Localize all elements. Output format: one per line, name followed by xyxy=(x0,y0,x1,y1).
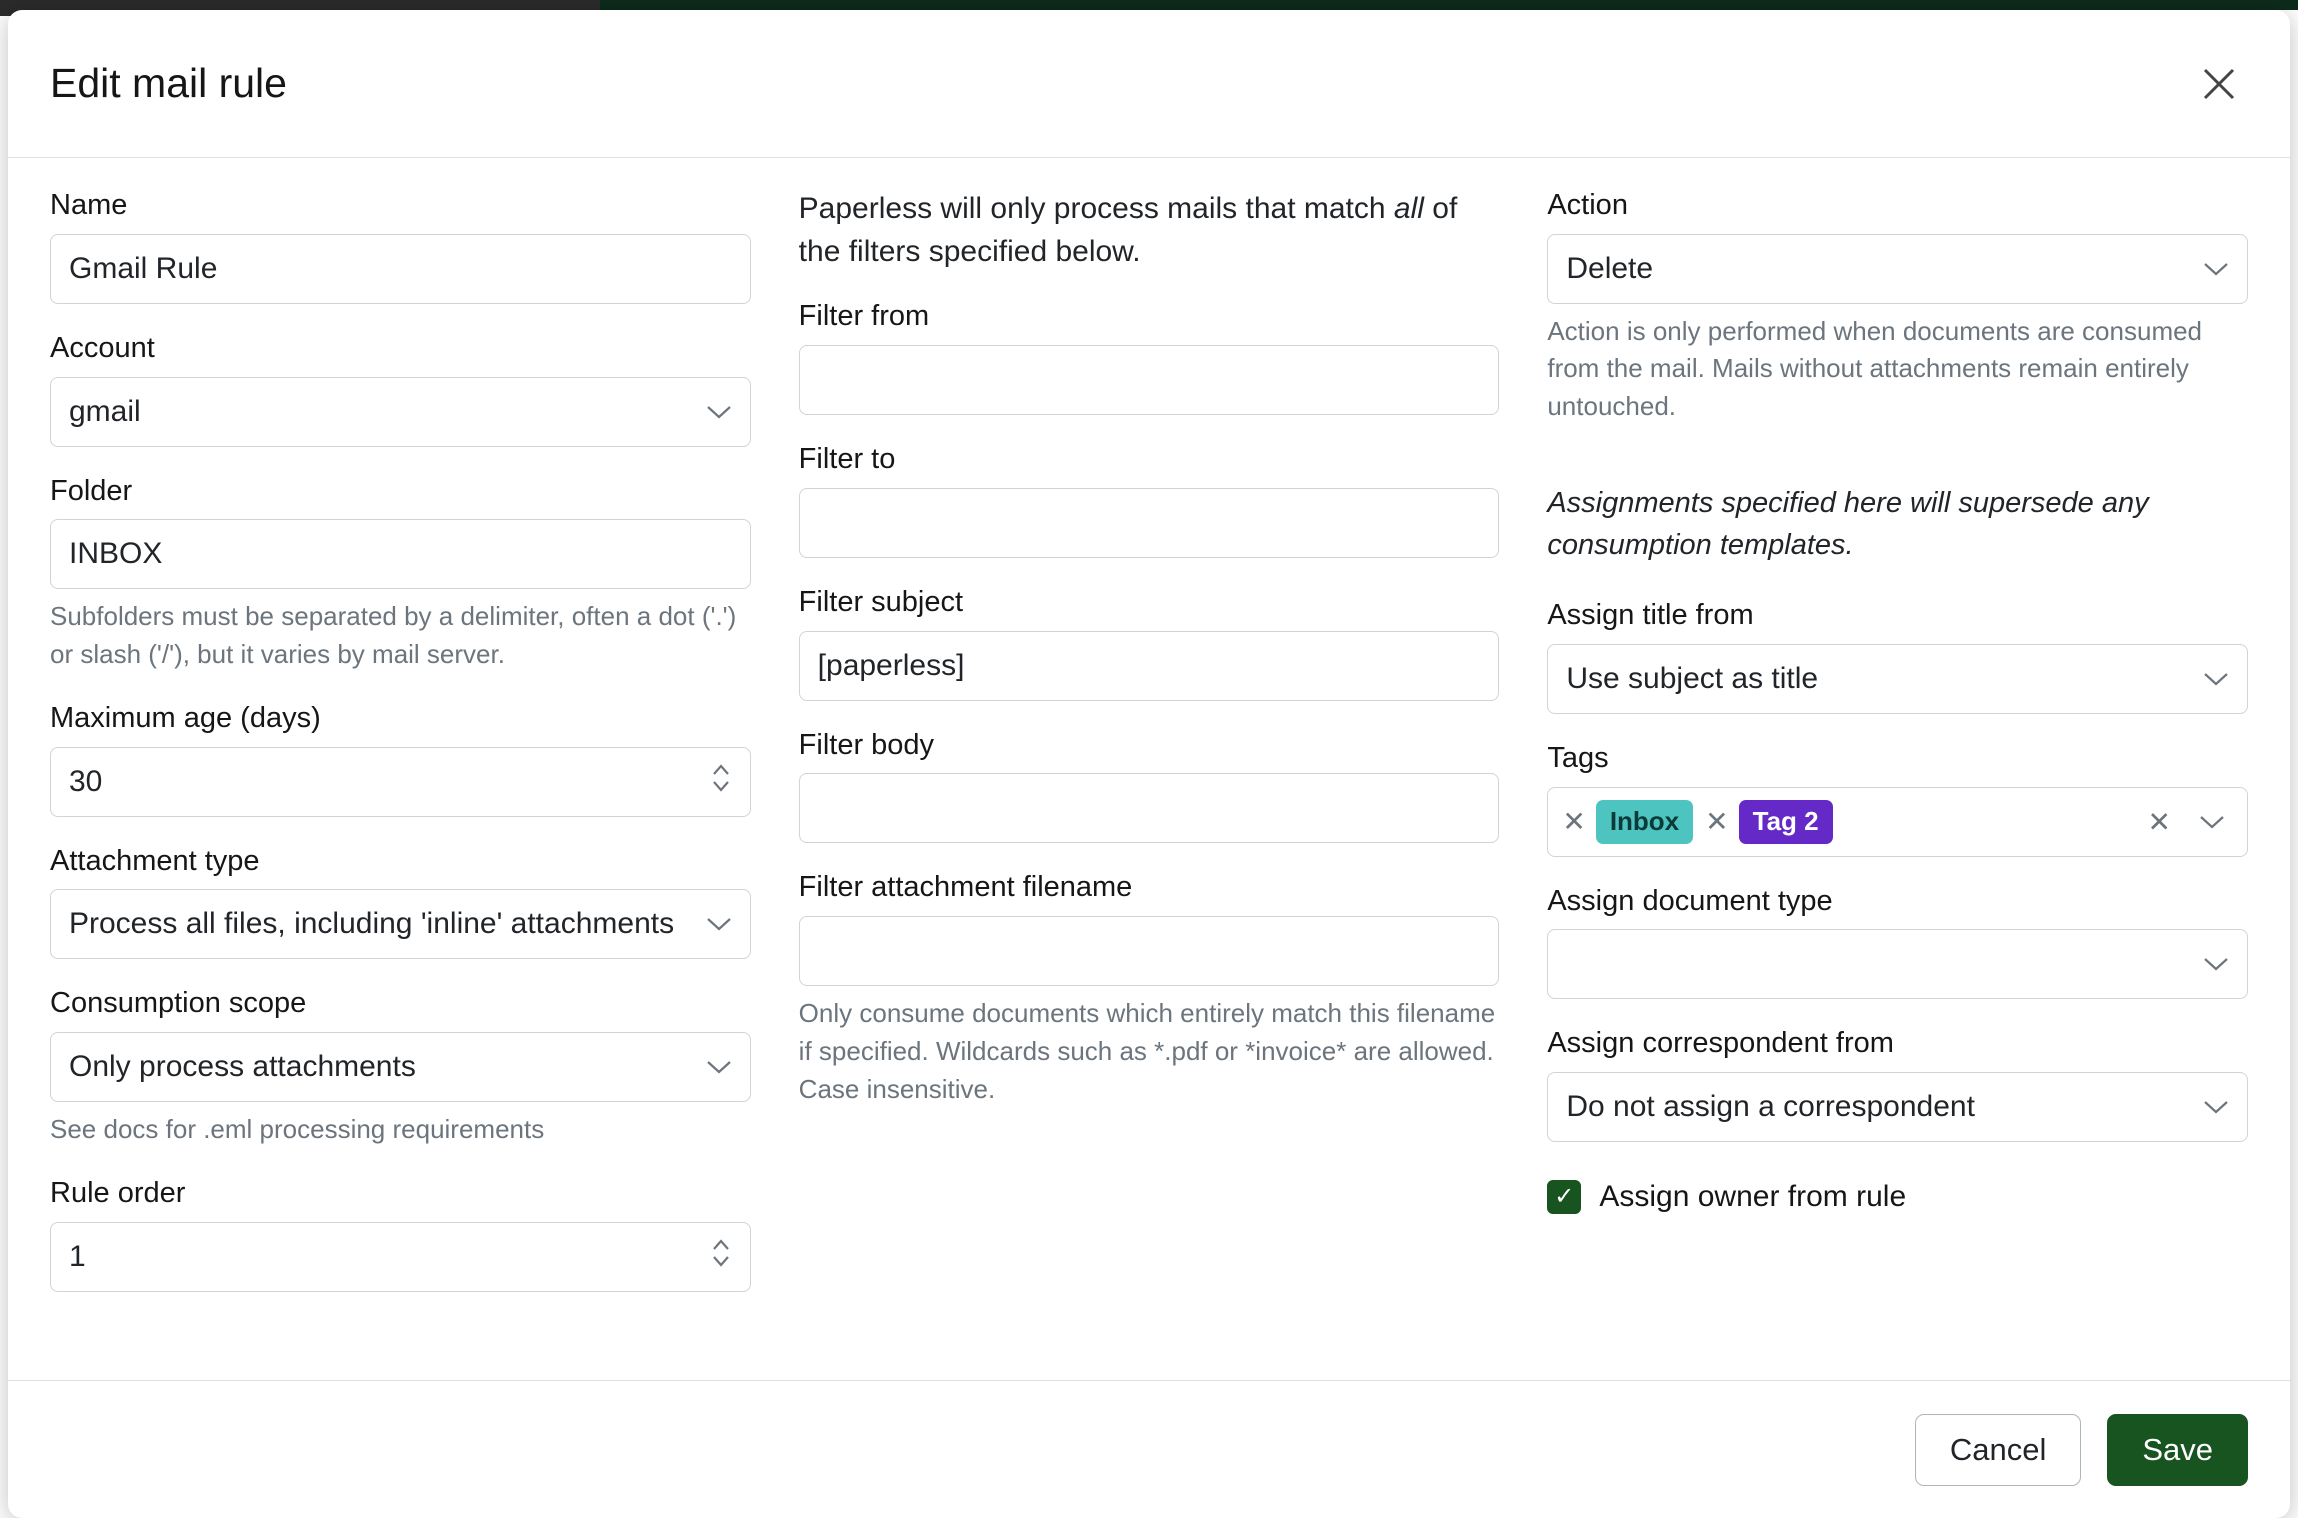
tag-item xyxy=(1560,800,1693,844)
assign-title-from-label: Assign title from xyxy=(1547,598,1754,631)
attachment-type-select[interactable] xyxy=(50,889,751,959)
checkbox-checked-icon[interactable]: ✓ xyxy=(1547,1180,1581,1214)
assignments-note: Assignments specified here will supersede any consumption templates. xyxy=(1547,486,2149,561)
filter-from-input[interactable] xyxy=(799,345,1500,415)
maximum-age-value: 30 xyxy=(69,764,103,798)
filter-to-label: Filter to xyxy=(798,442,896,475)
assign-document-type-select[interactable] xyxy=(1547,929,2248,999)
folder-input[interactable] xyxy=(50,519,751,589)
x-icon[interactable]: ✕ xyxy=(1705,805,1729,837)
filter-subject-value: [paperless] xyxy=(817,648,965,682)
action-select[interactable] xyxy=(1547,234,2248,304)
page-title: Edit mail rule xyxy=(50,60,287,106)
filter-attachment-filename-input[interactable] xyxy=(799,916,1500,986)
right-column xyxy=(1547,188,2248,1380)
folder-help-text: Subfolders must be separated by a delimiter, often a dot ('.') or slash ('/'), but it varies by mail server. xyxy=(50,601,737,670)
tag-chip-tag-2[interactable]: Tag 2 xyxy=(1739,800,1833,844)
filter-subject-label: Filter subject xyxy=(798,585,964,618)
filters-intro-after: of the filters specified below. xyxy=(798,192,1458,268)
middle-column xyxy=(799,188,1500,1380)
filter-attachment-filename-help-text: Only consume documents which entirely match this filename if specified. Wildcards such as *.pdf or *invoice* are allowed. Case insensitive. xyxy=(798,998,1496,1104)
action-label: Action xyxy=(1547,189,1628,221)
edit-mail-rule-dialog xyxy=(8,10,2290,1518)
attachment-type-label: Attachment type xyxy=(50,844,260,877)
chevron-down-icon[interactable] xyxy=(2199,814,2225,830)
folder-input-value: INBOX xyxy=(69,537,163,571)
close-icon[interactable] xyxy=(2190,55,2248,113)
tags-label: Tags xyxy=(1547,741,1609,774)
folder-label: Folder xyxy=(50,474,133,507)
name-input[interactable] xyxy=(50,234,751,304)
rule-order-input[interactable] xyxy=(50,1222,751,1292)
filters-intro-text xyxy=(799,188,1500,273)
rule-order-label: Rule order xyxy=(50,1176,186,1209)
dialog-body xyxy=(8,158,2290,1380)
chevron-down-icon xyxy=(2203,1099,2229,1115)
assign-owner-from-rule-row[interactable] xyxy=(1547,1180,2248,1214)
name-input-value: Gmail Rule xyxy=(69,251,218,285)
account-select[interactable] xyxy=(50,377,751,447)
maximum-age-input[interactable] xyxy=(50,747,751,817)
action-select-value: Delete xyxy=(1566,251,1654,285)
filter-body-input[interactable] xyxy=(799,773,1500,843)
assign-title-from-select[interactable] xyxy=(1547,644,2248,714)
chevron-down-icon xyxy=(706,916,732,932)
maximum-age-label: Maximum age (days) xyxy=(50,701,321,734)
stepper-icon[interactable] xyxy=(710,760,732,804)
name-label: Name xyxy=(50,189,128,221)
dialog-header xyxy=(8,10,2290,158)
tag-chip-inbox[interactable]: Inbox xyxy=(1596,800,1693,844)
filter-to-input[interactable] xyxy=(799,488,1500,558)
consumption-scope-help-text: See docs for .eml processing requirements xyxy=(50,1114,545,1145)
chevron-down-icon xyxy=(2203,671,2229,687)
account-label: Account xyxy=(50,331,155,364)
left-column xyxy=(50,188,751,1380)
consumption-scope-value: Only process attachments xyxy=(69,1050,416,1084)
assign-correspondent-from-select[interactable] xyxy=(1547,1072,2248,1142)
assign-correspondent-from-value: Do not assign a correspondent xyxy=(1566,1090,1975,1124)
filter-subject-input[interactable] xyxy=(799,631,1500,701)
filters-intro-before: Paperless will only process mails that match xyxy=(798,192,1394,225)
assign-correspondent-from-label: Assign correspondent from xyxy=(1547,1027,1894,1060)
filter-from-label: Filter from xyxy=(798,300,930,333)
attachment-type-value: Process all files, including 'inline' attachments xyxy=(69,907,675,941)
filter-attachment-filename-label: Filter attachment filename xyxy=(798,871,1133,904)
chevron-down-icon xyxy=(706,1059,732,1075)
background-strip-right xyxy=(600,0,2298,10)
save-button[interactable]: Save xyxy=(2107,1414,2248,1486)
chevron-down-icon xyxy=(2203,261,2229,277)
x-icon[interactable]: ✕ xyxy=(1562,805,1586,837)
consumption-scope-label: Consumption scope xyxy=(50,987,307,1020)
chevron-down-icon xyxy=(2203,956,2229,972)
cancel-button[interactable]: Cancel xyxy=(1915,1414,2082,1486)
chevron-down-icon xyxy=(706,404,732,420)
tags-select[interactable] xyxy=(1547,787,2248,857)
filters-intro-emphasis: all xyxy=(1393,192,1424,225)
clear-icon[interactable]: ✕ xyxy=(2147,806,2172,838)
assign-owner-from-rule-label: Assign owner from rule xyxy=(1599,1180,1907,1214)
assign-title-from-value: Use subject as title xyxy=(1566,661,1819,695)
account-select-value: gmail xyxy=(69,394,141,428)
tag-item xyxy=(1703,800,1832,844)
assign-document-type-label: Assign document type xyxy=(1547,884,1833,917)
stepper-icon[interactable] xyxy=(710,1235,732,1279)
dialog-footer xyxy=(8,1380,2290,1518)
consumption-scope-select[interactable] xyxy=(50,1032,751,1102)
action-help-text: Action is only performed when documents are consumed from the mail. Mails without attachments remain entirely untouched. xyxy=(1547,315,2203,422)
filter-body-label: Filter body xyxy=(798,728,935,761)
rule-order-value: 1 xyxy=(69,1239,86,1273)
